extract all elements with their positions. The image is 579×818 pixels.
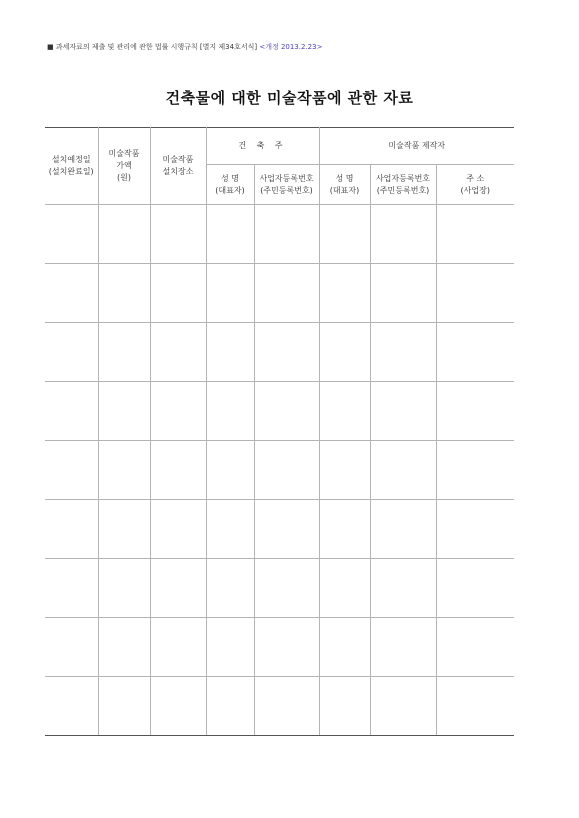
cell-maker-address[interactable] (436, 441, 514, 500)
table-row (45, 382, 514, 441)
law-reference: 과세자료의 제출 및 관리에 관한 법률 시행규칙 [별지 제34호서식] (55, 43, 258, 51)
table-row (45, 264, 514, 323)
cell-install-location[interactable] (150, 323, 206, 382)
cell-install-date[interactable] (45, 323, 98, 382)
cell-install-date[interactable] (45, 205, 98, 264)
table-body (45, 205, 514, 736)
cell-maker-name[interactable] (319, 618, 370, 677)
cell-maker-address[interactable] (436, 677, 514, 736)
cell-maker-regno[interactable] (370, 382, 436, 441)
cell-install-location[interactable] (150, 382, 206, 441)
cell-owner-name[interactable] (206, 618, 254, 677)
bullet-icon: ■ (47, 43, 54, 51)
cell-maker-regno[interactable] (370, 618, 436, 677)
cell-install-date[interactable] (45, 441, 98, 500)
cell-owner-regno[interactable] (254, 441, 319, 500)
cell-maker-address[interactable] (436, 618, 514, 677)
cell-maker-address[interactable] (436, 500, 514, 559)
cell-owner-name[interactable] (206, 441, 254, 500)
cell-install-location[interactable] (150, 677, 206, 736)
cell-artwork-price[interactable] (98, 559, 150, 618)
cell-owner-name[interactable] (206, 205, 254, 264)
table-row (45, 677, 514, 736)
table-row (45, 323, 514, 382)
cell-install-date[interactable] (45, 500, 98, 559)
cell-artwork-price[interactable] (98, 618, 150, 677)
cell-install-location[interactable] (150, 618, 206, 677)
cell-artwork-price[interactable] (98, 382, 150, 441)
cell-artwork-price[interactable] (98, 677, 150, 736)
cell-maker-address[interactable] (436, 264, 514, 323)
cell-maker-regno[interactable] (370, 500, 436, 559)
cell-maker-name[interactable] (319, 500, 370, 559)
cell-install-location[interactable] (150, 559, 206, 618)
cell-maker-name[interactable] (319, 382, 370, 441)
cell-maker-regno[interactable] (370, 323, 436, 382)
table-row (45, 205, 514, 264)
cell-maker-name[interactable] (319, 441, 370, 500)
cell-install-date[interactable] (45, 618, 98, 677)
page-title: 건축물에 대한 미술작품에 관한 자료 (165, 89, 414, 107)
cell-artwork-price[interactable] (98, 441, 150, 500)
cell-install-date[interactable] (45, 382, 98, 441)
cell-owner-name[interactable] (206, 382, 254, 441)
cell-owner-regno[interactable] (254, 500, 319, 559)
header-artwork-maker-group: 미술작품 제작자 (319, 128, 514, 165)
cell-owner-regno[interactable] (254, 677, 319, 736)
cell-maker-address[interactable] (436, 382, 514, 441)
cell-owner-name[interactable] (206, 500, 254, 559)
cell-artwork-price[interactable] (98, 500, 150, 559)
cell-owner-name[interactable] (206, 323, 254, 382)
cell-maker-regno[interactable] (370, 559, 436, 618)
table-row (45, 441, 514, 500)
cell-install-location[interactable] (150, 205, 206, 264)
cell-owner-name[interactable] (206, 264, 254, 323)
cell-maker-name[interactable] (319, 264, 370, 323)
cell-install-date[interactable] (45, 559, 98, 618)
table-row (45, 500, 514, 559)
header-owner-regno: 사업자등록번호 (주민등록번호) (254, 165, 319, 205)
cell-maker-name[interactable] (319, 677, 370, 736)
cell-maker-address[interactable] (436, 205, 514, 264)
revision-note: <개정 2013.2.23> (259, 43, 323, 51)
cell-install-date[interactable] (45, 677, 98, 736)
cell-artwork-price[interactable] (98, 264, 150, 323)
header-maker-regno: 사업자등록번호 (주민등록번호) (370, 165, 436, 205)
cell-owner-regno[interactable] (254, 205, 319, 264)
cell-maker-name[interactable] (319, 323, 370, 382)
header-maker-address: 주 소 (사업장) (436, 165, 514, 205)
cell-install-location[interactable] (150, 441, 206, 500)
table-row (45, 618, 514, 677)
form-header (47, 42, 322, 52)
cell-artwork-price[interactable] (98, 205, 150, 264)
cell-maker-regno[interactable] (370, 677, 436, 736)
header-owner-name: 성 명 (대표자) (206, 165, 254, 205)
cell-maker-regno[interactable] (370, 264, 436, 323)
cell-maker-regno[interactable] (370, 205, 436, 264)
cell-install-location[interactable] (150, 264, 206, 323)
table-row (45, 559, 514, 618)
header-maker-name: 성 명 (대표자) (319, 165, 370, 205)
cell-owner-regno[interactable] (254, 382, 319, 441)
cell-owner-name[interactable] (206, 559, 254, 618)
artwork-data-table (45, 127, 514, 736)
cell-owner-name[interactable] (206, 677, 254, 736)
cell-owner-regno[interactable] (254, 264, 319, 323)
header-install-location: 미술작품 설치장소 (150, 128, 206, 205)
cell-maker-regno[interactable] (370, 441, 436, 500)
cell-artwork-price[interactable] (98, 323, 150, 382)
header-building-owner-group: 건 축 주 (206, 128, 319, 165)
cell-maker-name[interactable] (319, 205, 370, 264)
cell-install-date[interactable] (45, 264, 98, 323)
header-artwork-price: 미술작품 가액 (원) (98, 128, 150, 205)
header-install-date: 설치예정일 (설치완료일) (45, 128, 98, 205)
cell-owner-regno[interactable] (254, 323, 319, 382)
cell-maker-address[interactable] (436, 559, 514, 618)
cell-owner-regno[interactable] (254, 559, 319, 618)
cell-maker-address[interactable] (436, 323, 514, 382)
cell-owner-regno[interactable] (254, 618, 319, 677)
cell-maker-name[interactable] (319, 559, 370, 618)
cell-install-location[interactable] (150, 500, 206, 559)
